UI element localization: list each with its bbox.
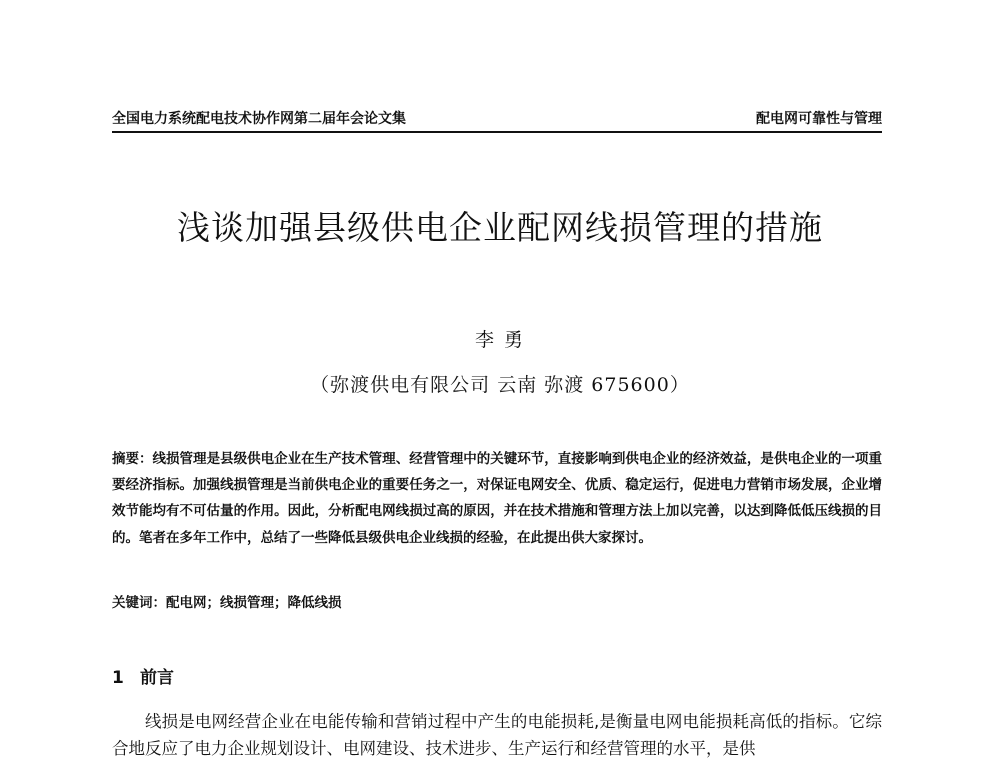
section-heading bbox=[112, 663, 174, 688]
abstract bbox=[112, 446, 882, 551]
header-section-title: 配电网可靠性与管理 bbox=[756, 111, 882, 127]
abstract-text: 线损管理是县级供电企业在生产技术管理、经营管理中的关键环节，直接影响到供电企业的经济效益，是供电企业的一项重要经济指标。加强线损管理是当前供电企业的重要任务之一，对保证电网安全、优质、稳定运行，促进电力营销市场发展，企业增效节能均有不可估量的作用。因此，分析配电网线损过高的原因，并在技术措施和管理方法上加以完善，以达到降低低压线损的目的。笔者在多年工作中，总结了一些降低县级供电企业线损的经验，在此提出供大家探讨。 bbox=[112, 451, 883, 546]
paper-title: 浅谈加强县级供电企业配网线损管理的措施 bbox=[177, 208, 823, 247]
keywords-text: 配电网；线损管理；降低线损 bbox=[166, 595, 342, 611]
author-affiliation: （弥渡供电有限公司 云南 弥渡 675600） bbox=[310, 374, 690, 396]
section-number: 1 bbox=[112, 668, 124, 688]
section-paragraph: 线损是电网经营企业在电能传输和营销过程中产生的电能损耗,是衡量电网电能损耗高低的指标。它综合地反应了电力企业规划设计、电网建设、技术进步、生产运行和经营管理的水平，是供 bbox=[112, 712, 882, 758]
section-title: 前言 bbox=[140, 668, 174, 688]
keywords-label: 关键词： bbox=[112, 595, 166, 611]
keywords bbox=[112, 592, 882, 614]
author-name: 李 勇 bbox=[474, 329, 526, 351]
running-header bbox=[112, 104, 882, 133]
header-proceedings-title: 全国电力系统配电技术协作网第二届年会论文集 bbox=[112, 111, 406, 127]
abstract-label: 摘要： bbox=[112, 451, 153, 467]
